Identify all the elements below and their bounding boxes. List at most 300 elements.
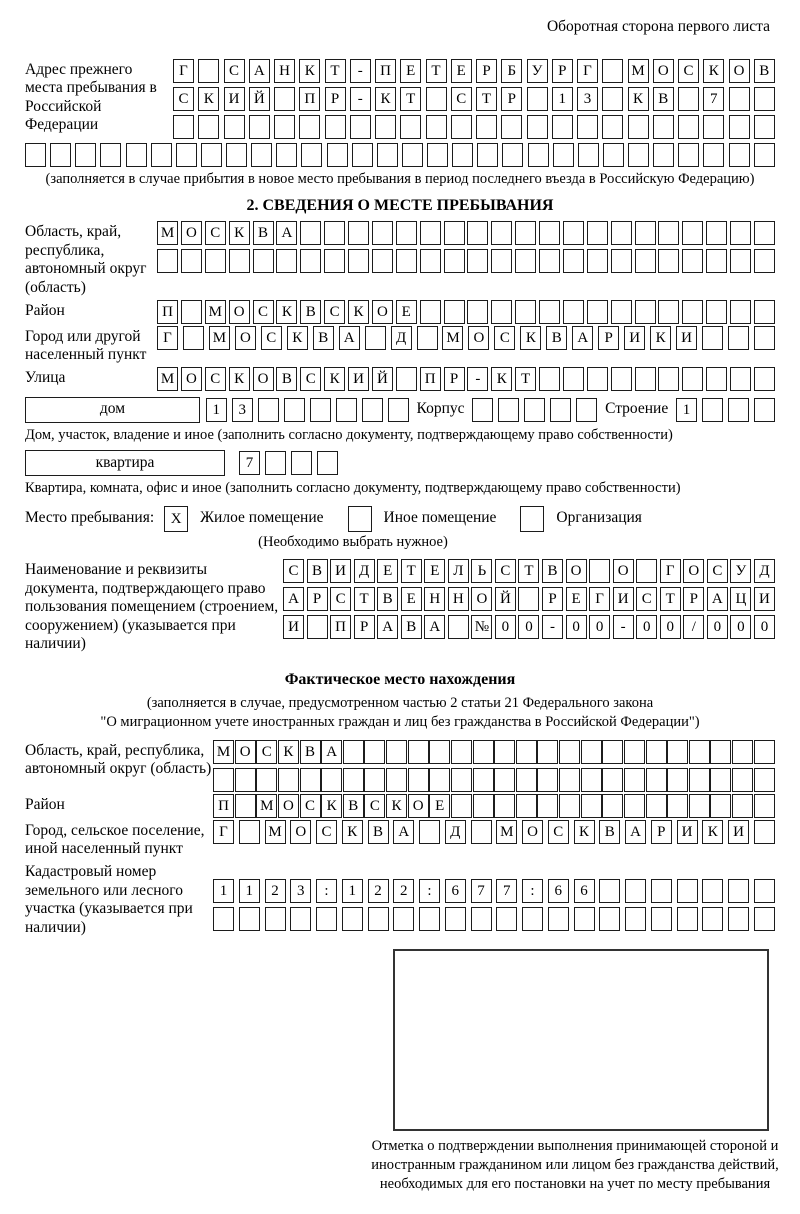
form-cell[interactable] [527,87,548,111]
form-cell[interactable] [706,300,727,324]
form-cell[interactable] [368,907,389,931]
form-cell[interactable] [327,143,348,167]
form-cell[interactable] [265,451,286,475]
form-cell[interactable] [754,794,775,818]
form-cell[interactable]: Р [307,587,328,611]
form-cell[interactable] [451,115,472,139]
form-cell[interactable]: К [299,59,320,83]
form-cell[interactable]: И [624,326,645,350]
form-cell[interactable]: Л [448,559,469,583]
form-cell[interactable]: Р [552,59,573,83]
form-cell[interactable] [256,768,277,792]
form-cell[interactable]: Д [391,326,412,350]
form-cell[interactable] [667,768,688,792]
form-cell[interactable] [491,300,512,324]
form-cell[interactable] [729,87,750,111]
form-cell[interactable]: С [300,794,321,818]
form-cell[interactable]: Ь [471,559,492,583]
form-cell[interactable]: К [278,740,299,764]
form-cell[interactable]: Е [424,559,445,583]
flat-cells[interactable] [239,451,338,475]
form-cell[interactable] [651,907,672,931]
form-cell[interactable]: 7 [496,879,517,903]
form-cell[interactable] [587,221,608,245]
form-cell[interactable] [702,879,723,903]
form-cell[interactable]: А [283,587,304,611]
form-cell[interactable] [342,907,363,931]
form-cell[interactable] [372,221,393,245]
form-cell[interactable] [467,300,488,324]
form-cell[interactable] [611,221,632,245]
form-cell[interactable]: - [467,367,488,391]
form-cell[interactable]: № [471,615,492,639]
form-cell[interactable] [226,143,247,167]
form-cell[interactable] [386,740,407,764]
form-cell[interactable] [754,249,775,273]
form-cell[interactable] [471,907,492,931]
form-cell[interactable] [426,87,447,111]
form-cell[interactable] [396,249,417,273]
form-cell[interactable] [419,907,440,931]
form-cell[interactable] [563,300,584,324]
form-cell[interactable] [364,768,385,792]
city-row[interactable] [157,326,775,350]
form-cell[interactable] [515,300,536,324]
form-cell[interactable]: В [313,326,334,350]
checkbox-inoe-pomeshchenie[interactable] [348,506,372,532]
form-cell[interactable] [201,143,222,167]
form-cell[interactable] [537,768,558,792]
form-cell[interactable]: В [253,221,274,245]
form-cell[interactable] [658,221,679,245]
form-cell[interactable] [646,740,667,764]
form-cell[interactable] [157,249,178,273]
form-cell[interactable]: Е [566,587,587,611]
form-cell[interactable] [516,794,537,818]
form-cell[interactable]: В [653,87,674,111]
form-cell[interactable] [635,300,656,324]
form-cell[interactable] [732,740,753,764]
form-cell[interactable]: 0 [636,615,657,639]
form-cell[interactable]: 0 [518,615,539,639]
form-cell[interactable] [587,367,608,391]
form-cell[interactable]: О [253,367,274,391]
form-cell[interactable]: С [261,326,282,350]
form-cell[interactable] [518,587,539,611]
form-cell[interactable]: В [307,559,328,583]
form-cell[interactable]: К [348,300,369,324]
form-cell[interactable] [300,249,321,273]
form-cell[interactable] [587,300,608,324]
form-cell[interactable]: 1 [552,87,573,111]
form-cell[interactable] [728,879,749,903]
form-cell[interactable]: Г [173,59,194,83]
form-cell[interactable] [494,740,515,764]
form-cell[interactable]: - [613,615,634,639]
form-cell[interactable]: М [213,740,234,764]
district-row[interactable] [157,300,775,324]
form-cell[interactable]: К [491,367,512,391]
form-cell[interactable]: О [653,59,674,83]
form-cell[interactable] [350,115,371,139]
form-cell[interactable] [400,115,421,139]
form-cell[interactable]: С [678,59,699,83]
form-cell[interactable] [728,326,749,350]
form-cell[interactable] [300,768,321,792]
form-cell[interactable] [239,907,260,931]
form-cell[interactable] [689,740,710,764]
form-cell[interactable] [473,768,494,792]
form-cell[interactable] [754,740,775,764]
form-cell[interactable] [581,740,602,764]
form-cell[interactable] [577,115,598,139]
form-cell[interactable]: А [249,59,270,83]
form-cell[interactable]: С [364,794,385,818]
form-cell[interactable] [448,615,469,639]
form-cell[interactable] [624,740,645,764]
form-cell[interactable] [710,794,731,818]
form-cell[interactable] [253,249,274,273]
form-cell[interactable]: Т [518,559,539,583]
form-cell[interactable] [444,249,465,273]
form-cell[interactable]: К [324,367,345,391]
form-cell[interactable] [602,794,623,818]
form-cell[interactable]: И [330,559,351,583]
form-cell[interactable] [299,115,320,139]
form-cell[interactable] [703,143,724,167]
house-number-cells[interactable] [206,398,409,422]
form-cell[interactable] [467,249,488,273]
form-cell[interactable]: 0 [730,615,751,639]
form-cell[interactable]: В [599,820,620,844]
region-row-2[interactable] [157,249,775,273]
form-cell[interactable] [602,87,623,111]
form-cell[interactable]: 0 [660,615,681,639]
form-cell[interactable]: Е [400,59,421,83]
form-cell[interactable] [539,249,560,273]
form-cell[interactable] [429,740,450,764]
form-cell[interactable] [386,768,407,792]
korpus-cells[interactable] [472,398,597,422]
form-cell[interactable]: / [683,615,704,639]
form-cell[interactable]: Т [354,587,375,611]
form-cell[interactable] [377,143,398,167]
form-cell[interactable]: С [253,300,274,324]
form-cell[interactable]: С [173,87,194,111]
form-cell[interactable] [635,249,656,273]
form-cell[interactable] [611,249,632,273]
form-cell[interactable]: И [754,587,775,611]
form-cell[interactable]: И [613,587,634,611]
form-cell[interactable] [419,820,440,844]
form-cell[interactable] [473,794,494,818]
form-cell[interactable] [494,794,515,818]
form-cell[interactable]: А [276,221,297,245]
form-cell[interactable] [728,907,749,931]
form-cell[interactable]: Т [400,87,421,111]
form-cell[interactable] [25,143,46,167]
form-cell[interactable]: А [321,740,342,764]
form-cell[interactable]: - [350,87,371,111]
form-cell[interactable]: О [290,820,311,844]
form-cell[interactable]: О [566,559,587,583]
form-cell[interactable]: Р [325,87,346,111]
form-cell[interactable] [589,559,610,583]
form-cell[interactable] [348,249,369,273]
form-cell[interactable]: Е [396,300,417,324]
form-cell[interactable] [100,143,121,167]
form-cell[interactable]: С [205,221,226,245]
form-cell[interactable] [710,740,731,764]
form-cell[interactable] [754,326,775,350]
form-cell[interactable]: 7 [703,87,724,111]
form-cell[interactable]: 6 [548,879,569,903]
form-cell[interactable]: : [419,879,440,903]
doc-row-1[interactable] [283,559,775,583]
form-cell[interactable]: А [625,820,646,844]
form-cell[interactable] [624,768,645,792]
form-cell[interactable] [653,115,674,139]
form-cell[interactable] [417,326,438,350]
form-cell[interactable]: К [198,87,219,111]
form-cell[interactable] [754,300,775,324]
form-cell[interactable] [336,398,357,422]
form-cell[interactable]: К [520,326,541,350]
form-cell[interactable]: 7 [471,879,492,903]
form-cell[interactable] [258,398,279,422]
form-cell[interactable]: О [278,794,299,818]
form-cell[interactable] [678,87,699,111]
form-cell[interactable]: И [728,820,749,844]
form-cell[interactable]: Г [589,587,610,611]
cadastre-row-2[interactable] [213,907,775,931]
form-cell[interactable]: Т [426,59,447,83]
form-cell[interactable] [728,398,749,422]
form-cell[interactable]: Д [754,559,775,583]
form-cell[interactable]: Р [683,587,704,611]
form-cell[interactable]: 0 [589,615,610,639]
form-cell[interactable] [274,115,295,139]
form-cell[interactable] [375,115,396,139]
form-cell[interactable]: С [330,587,351,611]
form-cell[interactable] [658,367,679,391]
form-cell[interactable] [602,115,623,139]
form-cell[interactable] [559,768,580,792]
form-cell[interactable]: О [683,559,704,583]
form-cell[interactable]: А [377,615,398,639]
form-cell[interactable] [576,398,597,422]
form-cell[interactable] [651,879,672,903]
form-cell[interactable] [198,59,219,83]
form-cell[interactable]: - [350,59,371,83]
form-cell[interactable]: С [205,367,226,391]
form-cell[interactable] [515,249,536,273]
form-cell[interactable] [702,398,723,422]
form-cell[interactable]: В [377,587,398,611]
form-cell[interactable] [321,768,342,792]
form-cell[interactable] [477,143,498,167]
form-cell[interactable] [730,300,751,324]
prev-address-row-4[interactable] [25,143,775,167]
form-cell[interactable] [274,87,295,111]
form-cell[interactable]: 1 [342,879,363,903]
form-cell[interactable] [574,907,595,931]
cadastre-row-1[interactable] [213,879,775,903]
form-cell[interactable]: Й [249,87,270,111]
form-cell[interactable]: Р [354,615,375,639]
form-cell[interactable]: К [375,87,396,111]
form-cell[interactable] [276,143,297,167]
form-cell[interactable]: Т [660,587,681,611]
form-cell[interactable]: К [342,820,363,844]
form-cell[interactable]: С [224,59,245,83]
form-cell[interactable]: Н [424,587,445,611]
form-cell[interactable]: С [451,87,472,111]
form-cell[interactable]: Р [542,587,563,611]
form-cell[interactable] [291,451,312,475]
prev-address-row-1[interactable] [173,59,775,83]
form-cell[interactable] [451,794,472,818]
form-cell[interactable]: 0 [707,615,728,639]
form-cell[interactable] [553,143,574,167]
form-cell[interactable]: М [628,59,649,83]
form-cell[interactable] [213,768,234,792]
form-cell[interactable]: М [265,820,286,844]
form-cell[interactable]: А [339,326,360,350]
form-cell[interactable] [539,300,560,324]
form-cell[interactable]: В [368,820,389,844]
form-cell[interactable] [754,398,775,422]
form-cell[interactable] [224,115,245,139]
form-cell[interactable]: 2 [368,879,389,903]
form-cell[interactable] [754,221,775,245]
form-cell[interactable]: Е [377,559,398,583]
form-cell[interactable]: О [372,300,393,324]
form-cell[interactable] [348,221,369,245]
form-cell[interactable] [451,768,472,792]
form-cell[interactable] [290,907,311,931]
form-cell[interactable] [611,367,632,391]
form-cell[interactable] [563,367,584,391]
form-cell[interactable]: Е [401,587,422,611]
form-cell[interactable]: П [330,615,351,639]
form-cell[interactable] [427,143,448,167]
form-cell[interactable] [126,143,147,167]
form-cell[interactable] [599,907,620,931]
prev-address-row-3[interactable] [173,115,775,139]
form-cell[interactable] [602,768,623,792]
form-cell[interactable] [603,143,624,167]
form-cell[interactable]: 6 [445,879,466,903]
form-cell[interactable] [628,115,649,139]
form-cell[interactable]: В [343,794,364,818]
form-cell[interactable] [388,398,409,422]
form-cell[interactable] [420,300,441,324]
form-cell[interactable]: К [386,794,407,818]
form-cell[interactable] [494,768,515,792]
form-cell[interactable] [372,249,393,273]
form-cell[interactable]: П [375,59,396,83]
form-cell[interactable]: М [496,820,517,844]
form-cell[interactable]: У [527,59,548,83]
form-cell[interactable]: К [574,820,595,844]
form-cell[interactable]: О [408,794,429,818]
form-cell[interactable] [471,820,492,844]
form-cell[interactable]: Н [448,587,469,611]
form-cell[interactable] [754,87,775,111]
form-cell[interactable]: К [276,300,297,324]
form-cell[interactable]: 1 [239,879,260,903]
form-cell[interactable]: О [181,367,202,391]
form-cell[interactable] [559,794,580,818]
form-cell[interactable] [706,249,727,273]
form-cell[interactable] [444,300,465,324]
form-cell[interactable]: В [300,740,321,764]
form-cell[interactable]: 2 [265,879,286,903]
form-cell[interactable] [307,615,328,639]
form-cell[interactable]: И [283,615,304,639]
form-cell[interactable] [408,768,429,792]
form-cell[interactable] [732,768,753,792]
form-cell[interactable]: У [730,559,751,583]
form-cell[interactable] [625,879,646,903]
fact-district-row[interactable] [213,794,775,818]
form-cell[interactable] [667,740,688,764]
checkbox-zhiloe-pomeshchenie[interactable]: X [164,506,188,532]
form-cell[interactable] [393,907,414,931]
form-cell[interactable] [678,115,699,139]
form-cell[interactable] [515,221,536,245]
form-cell[interactable]: О [522,820,543,844]
form-cell[interactable] [324,249,345,273]
form-cell[interactable] [265,907,286,931]
form-cell[interactable]: Р [476,59,497,83]
form-cell[interactable] [677,907,698,931]
form-cell[interactable] [473,740,494,764]
form-cell[interactable]: Г [660,559,681,583]
form-cell[interactable] [682,221,703,245]
form-cell[interactable] [702,907,723,931]
form-cell[interactable]: Б [501,59,522,83]
form-cell[interactable]: Г [213,820,234,844]
form-cell[interactable]: И [224,87,245,111]
form-cell[interactable]: : [316,879,337,903]
doc-row-2[interactable] [283,587,775,611]
form-cell[interactable] [229,249,250,273]
form-cell[interactable] [602,59,623,83]
form-cell[interactable] [420,221,441,245]
form-cell[interactable]: К [321,794,342,818]
form-cell[interactable]: И [677,820,698,844]
form-cell[interactable]: 3 [290,879,311,903]
form-cell[interactable] [352,143,373,167]
form-cell[interactable]: О [235,326,256,350]
form-cell[interactable]: С [548,820,569,844]
form-cell[interactable] [467,221,488,245]
form-cell[interactable] [599,879,620,903]
form-cell[interactable]: С [300,367,321,391]
form-cell[interactable]: К [229,221,250,245]
form-cell[interactable]: 0 [566,615,587,639]
form-cell[interactable]: К [650,326,671,350]
form-cell[interactable]: 6 [574,879,595,903]
form-cell[interactable] [537,794,558,818]
form-cell[interactable] [624,794,645,818]
form-cell[interactable]: Т [325,59,346,83]
form-cell[interactable] [235,794,256,818]
form-cell[interactable]: С [495,559,516,583]
form-cell[interactable] [452,143,473,167]
